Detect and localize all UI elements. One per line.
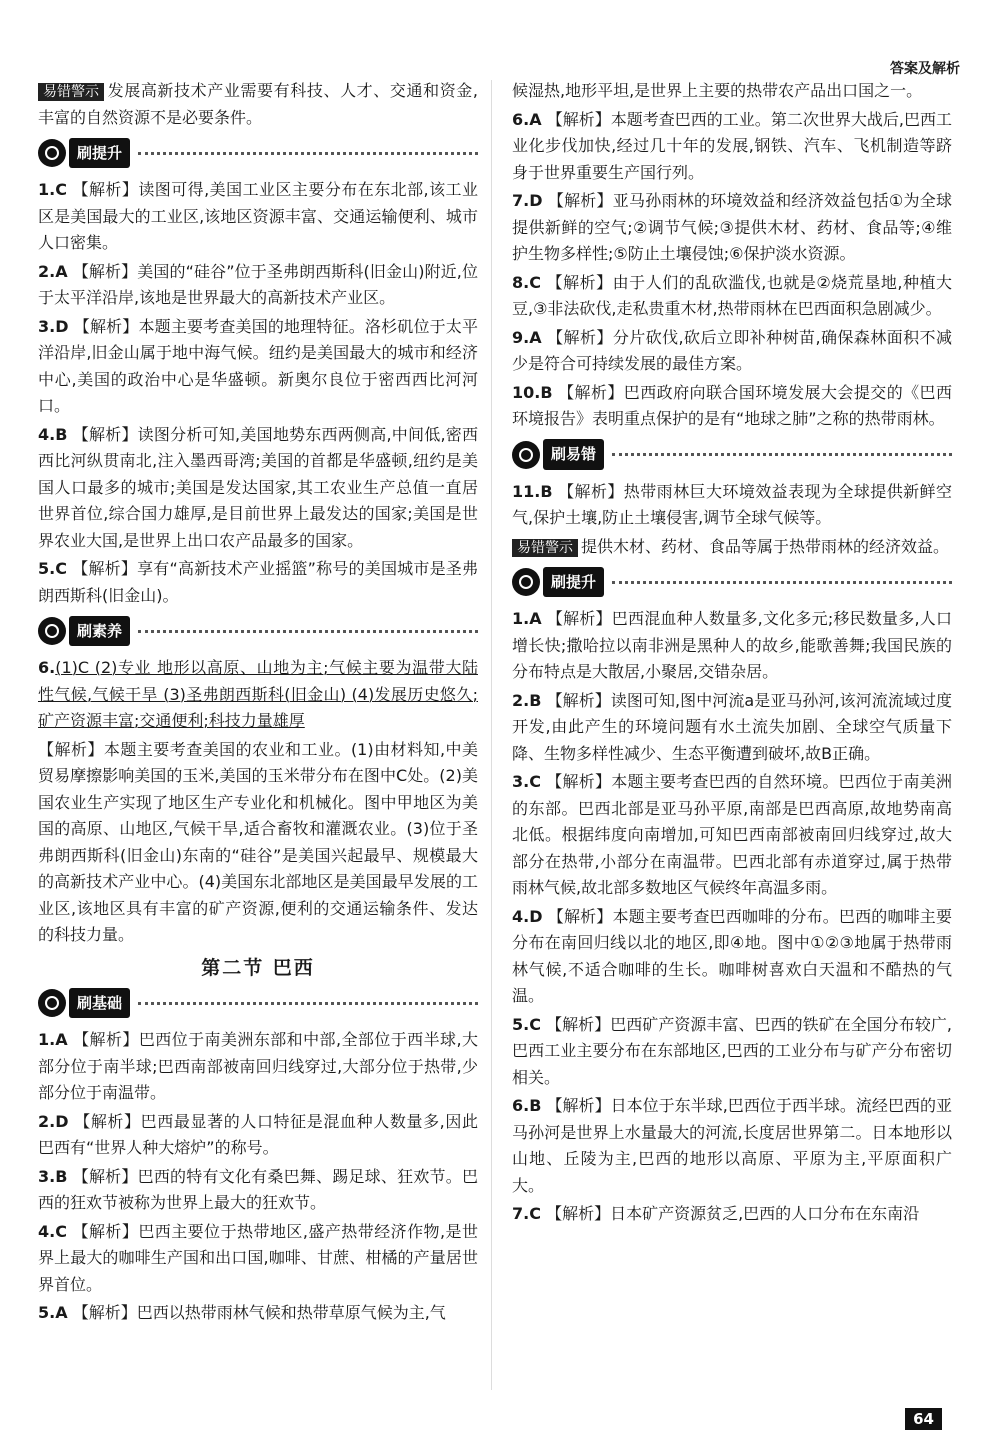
answer-item-11: 11.B 【解析】热带雨林巨大环境效益表现为全球提供新鲜空气,保护土壤,防止土壤侵害,调节全球气候等。 bbox=[512, 481, 952, 527]
answer-6-text: (1)C (2)专业 地形以高原、山地为主;气候主要为温带大陆性气候,气候干旱 (3)圣弗朗西斯科(旧金山) (4)发展历史悠久;矿产资源丰富;交通便利;科技力量雄厚 bbox=[38, 658, 478, 730]
answer-item: 7.D 【解析】亚马孙雨林的环境效益和经济效益包括①为全球提供新鲜的空气;②调节气候;③提供木材、药材、食品等;④维护生物多样性;⑤防止土壤侵蚀;⑥保护淡水资源。 bbox=[512, 191, 952, 263]
banner-label: 刷提升 bbox=[69, 138, 130, 169]
intro-note bbox=[38, 78, 478, 131]
answer-item: 6.A 【解析】本题考查巴西的工业。第二次世界大战后,巴西工业化步伐加快,经过几十年的发展,钢铁、汽车、飞机制造等跻身于世界重要生产国行列。 bbox=[512, 109, 952, 182]
answer-list-1 bbox=[38, 177, 478, 609]
page-number: 64 bbox=[905, 1408, 942, 1430]
answer-item: 2.B 【解析】读图可知,图中河流a是亚马孙河,该河流流域过度开发,由此产生的环境问题有水土流失加剧、全球空气质量下降、生物多样性减少、生态平衡遭到破坏,故B正确。 bbox=[512, 690, 952, 763]
dotted-rule bbox=[612, 453, 952, 456]
answer-item: 5.A 【解析】巴西以热带雨林气候和热带草原气候为主,气 bbox=[38, 1303, 446, 1322]
answer-item: 6.B 【解析】日本位于东半球,巴西位于西半球。流经巴西的亚马孙河是世界上水量最大的河流,长度居世界第二。日本地形以山地、丘陵为主,巴西的地形以高原、平原为主,平原面积广大。 bbox=[512, 1096, 952, 1195]
banner-literacy bbox=[38, 615, 478, 647]
answer-item: 1.A 【解析】巴西混血种人数量多,文化多元;移民数量多,人口增长快;撒哈拉以南非洲是黑种人的故乡,能歌善舞;我国民族的分布特点是大散居,小聚居,交错杂居。 bbox=[512, 609, 952, 681]
answer-item: 7.C 【解析】日本矿产资源贫乏,巴西的人口分布在东南沿 bbox=[512, 1204, 920, 1223]
section-title: 第二节 巴西 bbox=[201, 956, 315, 979]
answer-item: 10.B 【解析】巴西政府向联合国环境发展大会提交的《巴西环境报告》表明重点保护的是有“地球之肺”之称的热带雨林。 bbox=[512, 382, 952, 428]
analysis-6: 【解析】本题主要考查美国的农业和工业。(1)由材料知,中美贸易摩擦影响美国的玉米,美国的玉米带分布在图中C处。(2)美国农业生产实现了地区生产专业化和机械化。图中甲地区为美国的高原、山地区,气候干旱,适合畜牧和灌溉农业。(3)位于圣弗朗西斯科(旧金山)东南的“硅谷”是美国兴起最早、规模最大的高新技术产业中心。(4)美国东北部地区是美国最早发展的工业区,该地区具有丰富的矿产资源,便利的交通运输条件、发达的科技力量。 bbox=[38, 739, 478, 944]
dotted-rule bbox=[138, 152, 478, 155]
error-warning-tag: 易错警示 bbox=[38, 83, 104, 101]
answer-item: 3.C 【解析】本题主要考查巴西的自然环境。巴西位于南美洲的东部。巴西北部是亚马孙平原,南部是巴西高原,故地势南高北低。根据纬度向南增加,可知巴西南部被南回归线穿过,故大部分在热带,小部分在南温带。巴西北部有赤道穿过,属于热带雨林气候,故北部多数地区气候终年高温多雨。 bbox=[512, 772, 952, 897]
banner-label: 刷素养 bbox=[69, 616, 130, 647]
answer-item: 4.C 【解析】巴西主要位于热带地区,盛产热带经济作物,是世界上最大的咖啡生产国和出口国,咖啡、甘蔗、柑橘的产量居世界首位。 bbox=[38, 1221, 478, 1294]
dotted-rule bbox=[612, 581, 952, 584]
banner-label: 刷易错 bbox=[543, 439, 604, 470]
answer-item: 5.C 【解析】享有“高新技术产业摇篮”称号的美国城市是圣弗朗西斯科(旧金山)。 bbox=[38, 559, 478, 605]
answer-item: 2.D 【解析】巴西最显著的人口特征是混血种人数量多,因此巴西有“世界人种大熔炉”的称号。 bbox=[38, 1111, 478, 1157]
dotted-rule bbox=[138, 630, 478, 633]
warning-note: 易错警示 提供木材、药材、食品等属于热带雨林的经济效益。 bbox=[512, 534, 952, 561]
wheel-icon bbox=[38, 139, 66, 167]
wheel-icon bbox=[38, 617, 66, 645]
column-divider bbox=[491, 80, 492, 1390]
continued-text: 候湿热,地形平坦,是世界上主要的热带农产品出口国之一。 bbox=[512, 81, 923, 100]
banner-improve-2 bbox=[512, 566, 952, 598]
answer-item: 3.B 【解析】巴西的特有文化有桑巴舞、踢足球、狂欢节。巴西的狂欢节被称为世界上最大的狂欢节。 bbox=[38, 1166, 478, 1212]
answer-list-4 bbox=[512, 606, 952, 1228]
answer-list-2 bbox=[38, 1027, 478, 1327]
answer-item: 9.A 【解析】分片砍伐,砍后立即补种树苗,确保森林面积不减少是符合可持续发展的最佳方案。 bbox=[512, 327, 952, 373]
answer-list-3 bbox=[512, 107, 952, 433]
wheel-icon bbox=[38, 989, 66, 1017]
answer-item: 3.D 【解析】本题主要考查美国的地理特征。洛杉矶位于太平洋沿岸,旧金山属于地中海气候。纽约是美国最大的城市和经济中心,美国的政治中心是华盛顿。新奥尔良位于密西西比河河口。 bbox=[38, 316, 478, 415]
answer-item: 1.A 【解析】巴西位于南美洲东部和中部,全部位于西半球,大部分位于南半球;巴西南部被南回归线穿过,大部分位于热带,少部分位于南温带。 bbox=[38, 1030, 478, 1102]
answer-item: 1.C 【解析】读图可得,美国工业区主要分布在东北部,该工业区是美国最大的工业区,该地区资源丰富、交通运输便利、城市人口密集。 bbox=[38, 180, 478, 252]
answer-item-6: 6.(1)C (2)专业 地形以高原、山地为主;气候主要为温带大陆性气候,气候干旱 (3)圣弗朗西斯科(旧金山) (4)发展历史悠久;矿产资源丰富;交通便利;科技力量雄厚 bbox=[38, 658, 478, 730]
answer-item: 8.C 【解析】由于人们的乱砍滥伐,也就是②烧荒垦地,种植大豆,③非法砍伐,走私贵重木材,热带雨林在巴西面积急剧减少。 bbox=[512, 272, 952, 318]
banner-improve bbox=[38, 137, 478, 169]
answer-item: 5.C 【解析】巴西矿产资源丰富、巴西的铁矿在全国分布较广,巴西工业主要分布在东部地区,巴西的工业分布与矿产分布密切相关。 bbox=[512, 1014, 952, 1087]
right-column bbox=[512, 78, 952, 1230]
left-column bbox=[38, 78, 478, 1329]
wheel-icon bbox=[512, 568, 540, 596]
answer-item: 2.A 【解析】美国的“硅谷”位于圣弗朗西斯科(旧金山)附近,位于太平洋沿岸,该地是世界最大的高新技术产业区。 bbox=[38, 261, 478, 307]
error-warning-tag: 易错警示 bbox=[512, 539, 578, 557]
answer-item: 4.D 【解析】本题主要考查巴西咖啡的分布。巴西的咖啡主要分布在南回归线以北的地区,即④地。图中①②③地属于热带雨林气候,不适合咖啡的生长。咖啡树喜欢白天温和不酷热的气温。 bbox=[512, 906, 952, 1005]
banner-basics bbox=[38, 987, 478, 1019]
banner-label: 刷基础 bbox=[69, 988, 130, 1019]
intro-text: 发展高新技术产业需要有科技、人才、交通和资金,丰富的自然资源不是必要条件。 bbox=[38, 81, 478, 127]
banner-mistakes bbox=[512, 439, 952, 471]
banner-label: 刷提升 bbox=[543, 567, 604, 598]
wheel-icon bbox=[512, 441, 540, 469]
page-header: 答案及解析 bbox=[890, 61, 960, 77]
answer-item: 4.B 【解析】读图分析可知,美国地势东西两侧高,中间低,密西西比河纵贯南北,注入墨西哥湾;美国的首都是华盛顿,纽约是美国人口最多的城市;美国是发达国家,其工农业生产总值一直居世界首位,综合国力雄厚,是目前世界上最发达的国家;美国是世界农业大国,是世界上出口农产品最多的国家。 bbox=[38, 424, 478, 550]
dotted-rule bbox=[138, 1002, 478, 1005]
